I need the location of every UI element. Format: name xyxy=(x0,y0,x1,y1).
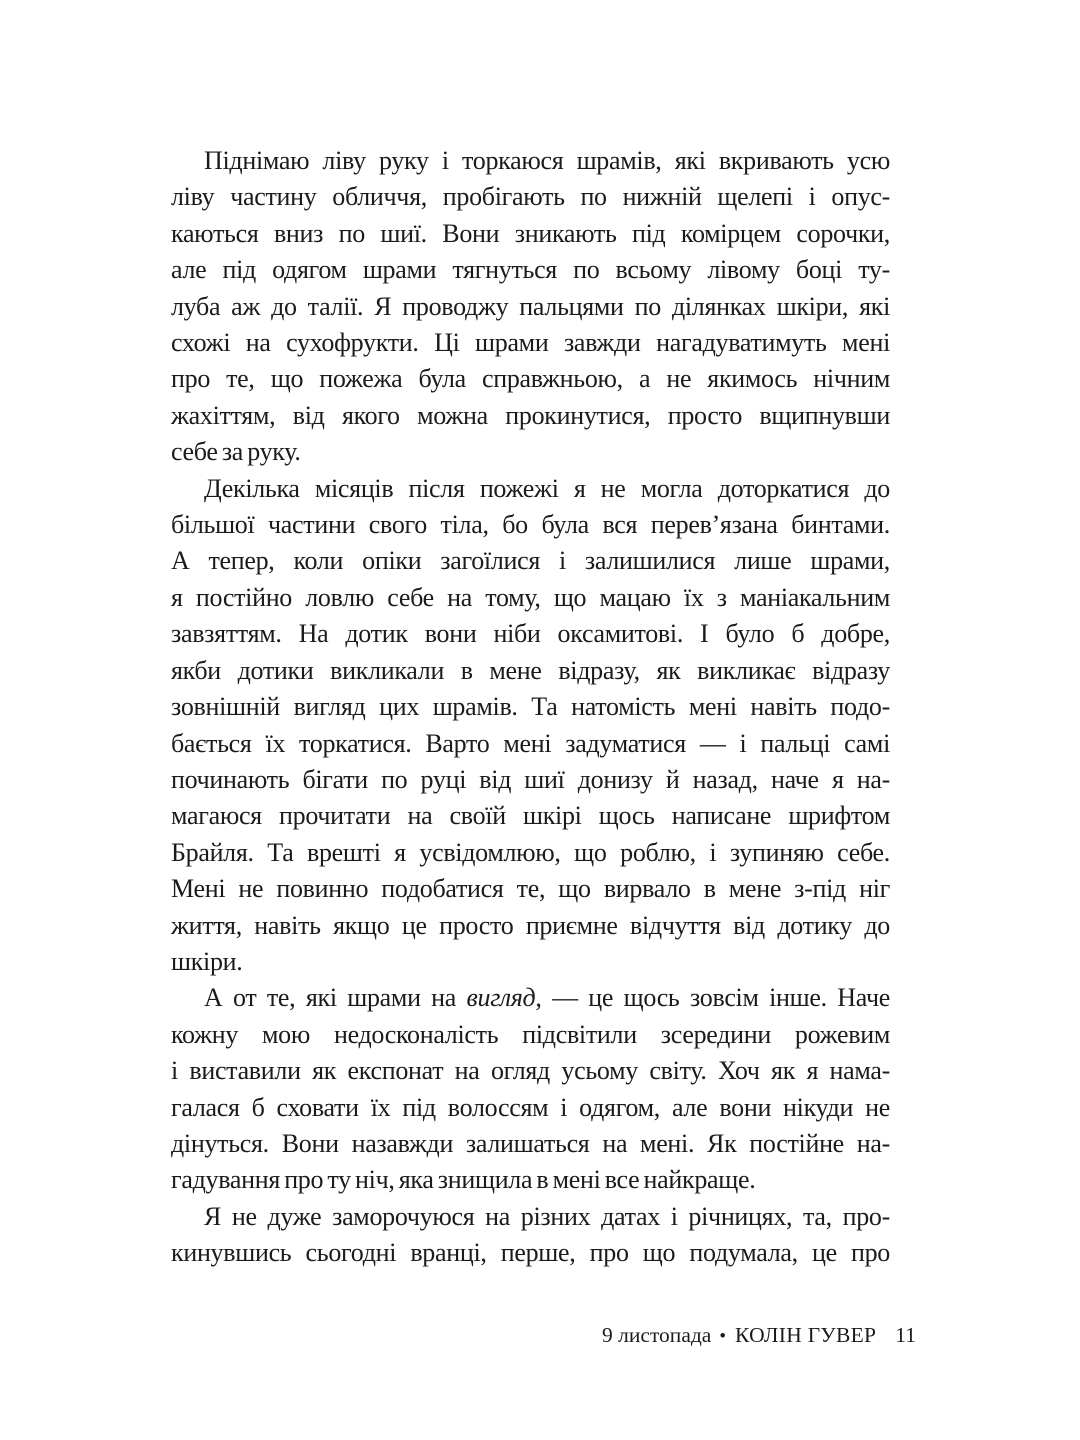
text-line: життя, навіть якщо це просто приємне відчуття від дотику до xyxy=(171,910,890,940)
paragraph-2 xyxy=(171,471,890,981)
bullet-separator-icon: • xyxy=(719,1326,726,1347)
text-line: каються вниз по шиї. Вони зникають під комірцем сорочки, xyxy=(171,218,890,248)
text-line: кожну мою недосконалість підсвітили зсередини рожевим xyxy=(171,1019,890,1049)
text-line: галася б сховати їх під волоссям і одягом, але вони нікуди не xyxy=(171,1092,890,1122)
text-segment: , — це щось зовсім інше. Наче xyxy=(535,983,891,1013)
text-block xyxy=(171,143,890,1272)
text-line: про те, що пожежа була справжньою, а не якимось нічним xyxy=(171,364,890,394)
text-line: Декілька місяців після пожежі я не могла доторкатися до xyxy=(204,473,890,503)
running-footer xyxy=(602,1322,916,1350)
text-line: луба аж до талії. Я проводжу пальцями по ділянках шкіри, які xyxy=(171,291,890,321)
text-line: кинувшись сьогодні вранці, перше, про що подумала, це про xyxy=(171,1238,890,1268)
page-number: 11 xyxy=(895,1323,916,1347)
text-line: Мені не повинно подобатися те, що вирвало в мене з-під ніг xyxy=(171,874,890,904)
text-line: але під одягом шрами тягнуться по всьому лівому боці ту- xyxy=(171,255,890,285)
paragraph-1 xyxy=(171,143,890,471)
text-line: схожі на сухофрукти. Ці шрами завжди нагадуватимуть мені xyxy=(171,328,890,358)
text-line: жахіттям, від якого можна прокинутися, просто вщипнувши xyxy=(171,400,890,430)
text-line: більшої частини свого тіла, бо була вся перев’язана бинтами. xyxy=(171,510,890,540)
text-line: Я не дуже заморочуюся на різних датах і річницях, та, про- xyxy=(204,1201,890,1231)
text-line xyxy=(171,980,890,1016)
text-line: Брайля. Та врешті я усвідомлюю, що роблю, і зупиняю себе. xyxy=(171,837,890,867)
text-line: магаюся прочитати на своїй шкірі щось написане шрифтом xyxy=(171,801,890,831)
paragraph-4 xyxy=(171,1199,890,1272)
text-line: і виставили як експонат на огляд усьому світу. Хоч як я нама- xyxy=(171,1056,890,1086)
text-line: завзяттям. На дотик вони ніби оксамитові. І було б добре, xyxy=(171,619,890,649)
text-line: якби дотики викликали в мене відразу, як викликає відразу xyxy=(171,655,890,685)
text-line: Піднімаю ліву руку і торкаюся шрамів, які вкривають усю xyxy=(204,146,890,175)
text-line: я постійно ловлю себе на тому, що мацаю їх з маніакальним xyxy=(171,582,890,612)
text-line: дінуться. Вони назавжди залишаться на мені. Як постійне на- xyxy=(171,1128,890,1158)
text-line: починають бігати по руці від шиї донизу й назад, наче я на- xyxy=(171,764,890,794)
text-line: шкіри. xyxy=(171,946,243,976)
text-line: зовнішній вигляд цих шрамів. Та натомість мені навіть подо- xyxy=(171,692,890,722)
text-line: гадування про ту ніч, яка знищила в мені все найкраще. xyxy=(171,1165,756,1195)
text-line: себе за руку. xyxy=(171,437,301,467)
footer-chapter-title: 9 листопада xyxy=(602,1323,712,1347)
text-line: бається їх торкатися. Варто мені задуматися — і пальці самі xyxy=(171,728,890,758)
italic-word: вигляд xyxy=(466,983,536,1013)
text-line: А тепер, коли опіки загоїлися і залишилися лише шрами, xyxy=(171,546,890,576)
text-line: ліву частину обличчя, пробігають по нижній щелепі і опус- xyxy=(171,182,890,212)
paragraph-3 xyxy=(171,980,890,1198)
text-segment: А от те, які шрами на xyxy=(204,983,467,1013)
footer-author: КОЛІН ГУВЕР xyxy=(735,1323,877,1347)
